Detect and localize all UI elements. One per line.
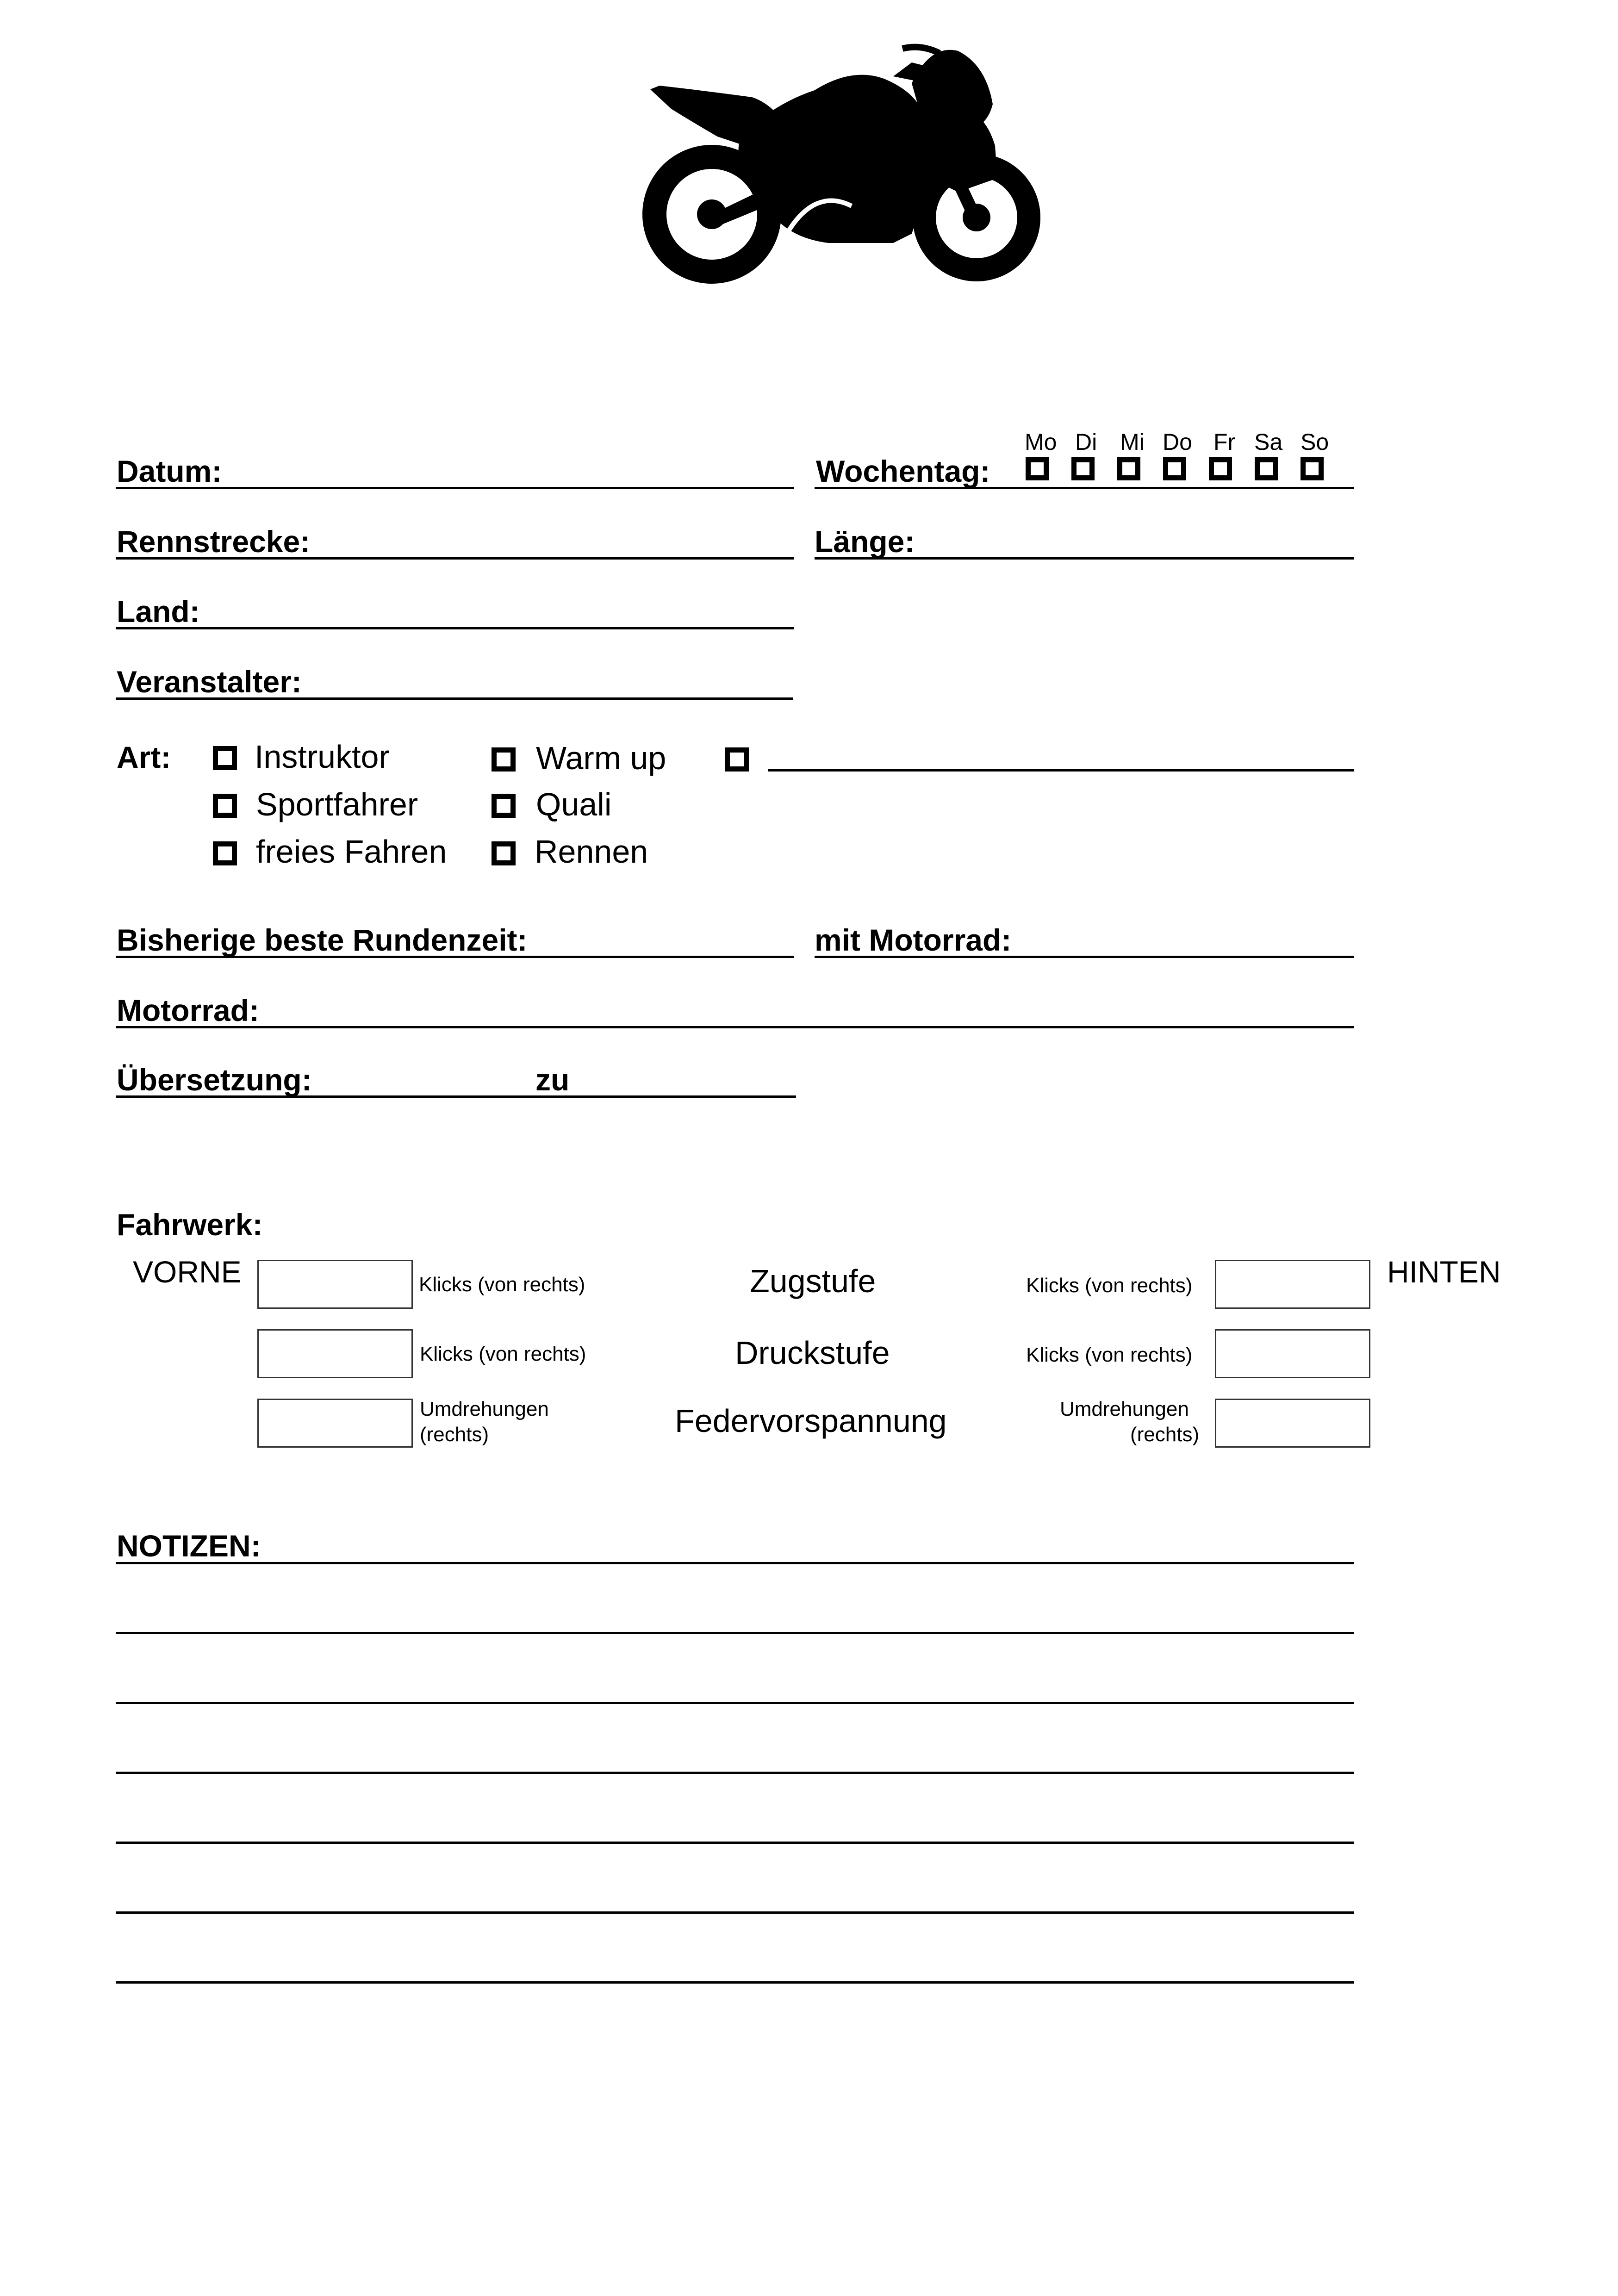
rennstrecke-line[interactable] xyxy=(116,557,794,560)
notes-line[interactable] xyxy=(116,1702,1354,1704)
uebersetzung-line[interactable] xyxy=(116,1095,796,1098)
notes-line[interactable] xyxy=(116,1562,1354,1564)
rear-label: HINTEN xyxy=(1387,1255,1501,1289)
weekday-checkbox-fr[interactable] xyxy=(1209,457,1232,480)
notes-line[interactable] xyxy=(116,1772,1354,1774)
weekday-fr: Fr xyxy=(1214,429,1236,455)
motorcycle-icon xyxy=(634,39,1041,289)
federvorspannung-front-input[interactable] xyxy=(257,1399,413,1448)
zugstufe-front-input[interactable] xyxy=(257,1260,413,1309)
with-bike-label: mit Motorrad: xyxy=(815,923,1012,957)
weekday-checkbox-mo[interactable] xyxy=(1026,457,1049,480)
art-checkbox-warm-up[interactable] xyxy=(492,747,516,772)
notizen-label: NOTIZEN: xyxy=(117,1529,261,1563)
rennstrecke-label: Rennstrecke: xyxy=(117,524,311,559)
notes-line[interactable] xyxy=(116,1981,1354,1984)
weekday-checkbox-mi[interactable] xyxy=(1117,457,1140,480)
federvorspannung-front-unit-2: (rechts) xyxy=(420,1423,489,1446)
art-checkbox-other[interactable] xyxy=(725,747,749,772)
art-checkbox-rennen[interactable] xyxy=(492,841,516,865)
weekday-checkbox-do[interactable] xyxy=(1163,457,1186,480)
with-bike-line[interactable] xyxy=(815,956,1354,958)
best-lap-label: Bisherige beste Rundenzeit: xyxy=(117,923,528,957)
art-option-sportfahrer: Sportfahrer xyxy=(256,786,418,822)
zugstufe-rear-input[interactable] xyxy=(1215,1260,1370,1309)
federvorspannung-label: Federvorspannung xyxy=(675,1403,947,1439)
notes-line[interactable] xyxy=(116,1842,1354,1844)
fahrwerk-title: Fahrwerk: xyxy=(117,1207,263,1242)
weekday-di: Di xyxy=(1075,429,1097,455)
federvorspannung-rear-unit-2: (rechts) xyxy=(1130,1423,1200,1446)
art-label: Art: xyxy=(117,740,171,774)
wochentag-label: Wochentag: xyxy=(816,454,990,488)
federvorspannung-rear-unit-1: Umdrehungen xyxy=(1060,1398,1189,1420)
datum-line[interactable] xyxy=(116,487,794,489)
best-lap-line[interactable] xyxy=(116,956,794,958)
datum-label: Datum: xyxy=(117,454,222,488)
notes-line[interactable] xyxy=(116,1632,1354,1634)
uebersetzung-zu-label: zu xyxy=(535,1063,570,1097)
wochentag-line xyxy=(815,487,1354,489)
federvorspannung-front-unit-1: Umdrehungen xyxy=(420,1398,549,1420)
art-checkbox-quali[interactable] xyxy=(492,794,516,818)
weekday-sa: Sa xyxy=(1254,429,1283,455)
weekday-checkbox-so[interactable] xyxy=(1301,457,1324,480)
druckstufe-label: Druckstufe xyxy=(735,1335,890,1371)
art-option-freies-fahren: freies Fahren xyxy=(256,834,447,870)
land-line[interactable] xyxy=(116,627,794,629)
zugstufe-front-unit: Klicks (von rechts) xyxy=(419,1273,585,1296)
art-checkbox-freies-fahren[interactable] xyxy=(213,841,237,865)
art-other-line[interactable] xyxy=(768,769,1354,772)
art-option-warm-up: Warm up xyxy=(536,740,666,776)
druckstufe-front-input[interactable] xyxy=(257,1329,413,1378)
art-option-quali: Quali xyxy=(536,786,612,822)
weekday-mi: Mi xyxy=(1120,429,1145,455)
federvorspannung-rear-input[interactable] xyxy=(1215,1399,1370,1448)
zugstufe-rear-unit: Klicks (von rechts) xyxy=(1026,1274,1193,1297)
laenge-label: Länge: xyxy=(815,524,915,559)
zugstufe-label: Zugstufe xyxy=(750,1263,876,1299)
art-option-instruktor: Instruktor xyxy=(255,739,390,775)
veranstalter-line[interactable] xyxy=(116,697,793,700)
druckstufe-front-unit: Klicks (von rechts) xyxy=(420,1343,586,1365)
art-checkbox-sportfahrer[interactable] xyxy=(213,794,237,818)
weekday-do: Do xyxy=(1163,429,1192,455)
weekday-mo: Mo xyxy=(1025,429,1057,455)
laenge-line[interactable] xyxy=(815,557,1354,560)
land-label: Land: xyxy=(117,594,200,628)
art-checkbox-instruktor[interactable] xyxy=(213,746,237,770)
motorrad-line[interactable] xyxy=(116,1026,1354,1028)
front-label: VORNE xyxy=(133,1255,242,1289)
weekday-checkbox-di[interactable] xyxy=(1071,457,1095,480)
druckstufe-rear-input[interactable] xyxy=(1215,1329,1370,1378)
uebersetzung-label: Übersetzung: xyxy=(117,1063,312,1097)
art-option-rennen: Rennen xyxy=(535,834,648,870)
veranstalter-label: Veranstalter: xyxy=(117,665,302,699)
druckstufe-rear-unit: Klicks (von rechts) xyxy=(1026,1344,1193,1366)
weekday-checkbox-sa[interactable] xyxy=(1255,457,1278,480)
weekday-so: So xyxy=(1301,429,1329,455)
motorrad-label: Motorrad: xyxy=(117,993,259,1027)
notes-line[interactable] xyxy=(116,1911,1354,1914)
